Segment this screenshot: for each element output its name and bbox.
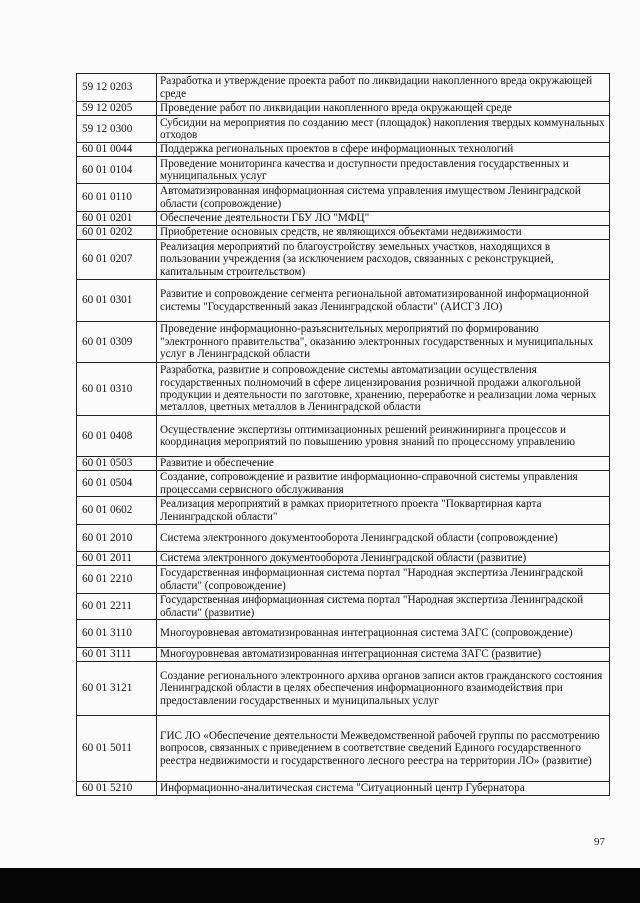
row-description: Система электронного документооборота Ленинградской области (сопровождение) xyxy=(157,525,610,552)
row-code: 60 01 3111 xyxy=(77,648,157,662)
table-row xyxy=(77,497,610,525)
row-code: 60 01 0301 xyxy=(77,280,157,322)
table-row xyxy=(77,416,610,457)
table-row xyxy=(77,116,610,143)
table-row xyxy=(77,662,610,716)
row-code: 60 01 0408 xyxy=(77,416,157,457)
row-description: Проведение информационно-разъяснительных мероприятий по формированию "электронного правительства", оказанию электронных государственных и муниципальных услуг в Ленинградской области xyxy=(157,322,610,363)
row-description: Обеспечение деятельности ГБУ ЛО "МФЦ" xyxy=(157,212,610,226)
table-row xyxy=(77,143,610,157)
row-description: Реализация мероприятий по благоустройству земельных участков, находящихся в пользовании учреждения (за исключением расходов, связанных с реконструкцией, капитальным строительством) xyxy=(157,240,610,280)
row-code: 60 01 5011 xyxy=(77,716,157,782)
row-description: Государственная информационная система портал "Народная экспертиза Ленинградской области" (сопровождение) xyxy=(157,566,610,594)
row-code: 60 01 0044 xyxy=(77,143,157,157)
row-description: Многоуровневая автоматизированная интеграционная система ЗАГС (сопровождение) xyxy=(157,620,610,648)
table-row xyxy=(77,552,610,566)
table-row xyxy=(77,648,610,662)
row-description: Проведение мониторинга качества и доступности предоставления государственных и муниципальных услуг xyxy=(157,157,610,184)
table-row xyxy=(77,566,610,594)
row-description: Развитие и обеспечение xyxy=(157,457,610,471)
table-row xyxy=(77,525,610,552)
row-description: Разработка, развитие и сопровождение системы автоматизации осуществления государственных полномочий в сфере лицензирования розничной продажи алкогольной продукции и деятельности по заготовке, хранению, переработке и реализации лома черных металлов, цветных металлов в Ленинградской области xyxy=(157,363,610,416)
row-code: 60 01 2011 xyxy=(77,552,157,566)
row-description: Развитие и сопровождение сегмента региональной автоматизированной информационной системы "Государственный заказ Ленинградской области" (АИСГЗ ЛО) xyxy=(157,280,610,322)
table-row xyxy=(77,226,610,240)
row-description: Осуществление экспертизы оптимизационных решений реинжиниринга процессов и координация мероприятий по повышению уровня знаний по процессному управлению xyxy=(157,416,610,457)
row-code: 60 01 0503 xyxy=(77,457,157,471)
row-code: 60 01 0201 xyxy=(77,212,157,226)
row-code: 60 01 2210 xyxy=(77,566,157,594)
row-description: ГИС ЛО «Обеспечение деятельности Межведомственной рабочей группы по рассмотрению вопросов, связанных с приведением в соответствие сведений Единого государственного реестра недвижимости и государственного лесного реестра на территории ЛО» (развитие) xyxy=(157,716,610,782)
row-code: 60 01 0602 xyxy=(77,497,157,525)
table-row xyxy=(77,102,610,116)
row-code: 60 01 0310 xyxy=(77,363,157,416)
row-description: Автоматизированная информационная система управления имуществом Ленинградской области (сопровождение) xyxy=(157,184,610,212)
table-row xyxy=(77,457,610,471)
table-row xyxy=(77,184,610,212)
table-row xyxy=(77,363,610,416)
row-description: Создание, сопровождение и развитие информационно-справочной системы управления процессами сервисного обслуживания xyxy=(157,471,610,497)
table-row xyxy=(77,716,610,782)
row-description: Государственная информационная система портал "Народная экспертиза Ленинградской области" (развитие) xyxy=(157,594,610,620)
budget-code-table xyxy=(76,73,610,796)
row-description: Проведение работ по ликвидации накопленного вреда окружающей среде xyxy=(157,102,610,116)
row-code: 59 12 0300 xyxy=(77,116,157,143)
table-row xyxy=(77,620,610,648)
row-description: Реализация мероприятий в рамках приоритетного проекта "Поквартирная карта Ленинградской области" xyxy=(157,497,610,525)
row-code: 60 01 0110 xyxy=(77,184,157,212)
table-row xyxy=(77,74,610,102)
row-code: 60 01 2010 xyxy=(77,525,157,552)
row-description: Многоуровневая автоматизированная интеграционная система ЗАГС (развитие) xyxy=(157,648,610,662)
row-code: 60 01 2211 xyxy=(77,594,157,620)
row-code: 60 01 0104 xyxy=(77,157,157,184)
table-row xyxy=(77,782,610,796)
row-code: 60 01 0504 xyxy=(77,471,157,497)
row-code: 60 01 0207 xyxy=(77,240,157,280)
table-row xyxy=(77,212,610,226)
table-row xyxy=(77,471,610,497)
row-code: 60 01 0202 xyxy=(77,226,157,240)
row-description: Субсидии на мероприятия по созданию мест (площадок) накопления твердых коммунальных отходов xyxy=(157,116,610,143)
row-code: 60 01 3121 xyxy=(77,662,157,716)
row-code: 60 01 0309 xyxy=(77,322,157,363)
table-row xyxy=(77,280,610,322)
row-code: 60 01 5210 xyxy=(77,782,157,796)
table-row xyxy=(77,322,610,363)
row-code: 59 12 0205 xyxy=(77,102,157,116)
row-description: Разработка и утверждение проекта работ по ликвидации накопленного вреда окружающей среде xyxy=(157,74,610,102)
row-code: 59 12 0203 xyxy=(77,74,157,102)
row-code: 60 01 3110 xyxy=(77,620,157,648)
table-row xyxy=(77,240,610,280)
scan-bottom-border xyxy=(0,868,640,903)
table-row xyxy=(77,594,610,620)
row-description: Информационно-аналитическая система "Ситуационный центр Губернатора xyxy=(157,782,610,796)
row-description: Поддержка региональных проектов в сфере информационных технологий xyxy=(157,143,610,157)
page-number: 97 xyxy=(594,836,605,848)
row-description: Система электронного документооборота Ленинградской области (развитие) xyxy=(157,552,610,566)
table-body xyxy=(77,74,610,796)
row-description: Приобретение основных средств, не являющихся объектами недвижимости xyxy=(157,226,610,240)
table-row xyxy=(77,157,610,184)
row-description: Создание регионального электронного архива органов записи актов гражданского состояния Ленинградской области в целях обеспечения информационного взаимодействия при предоставлении государственных и муниципальных услуг xyxy=(157,662,610,716)
